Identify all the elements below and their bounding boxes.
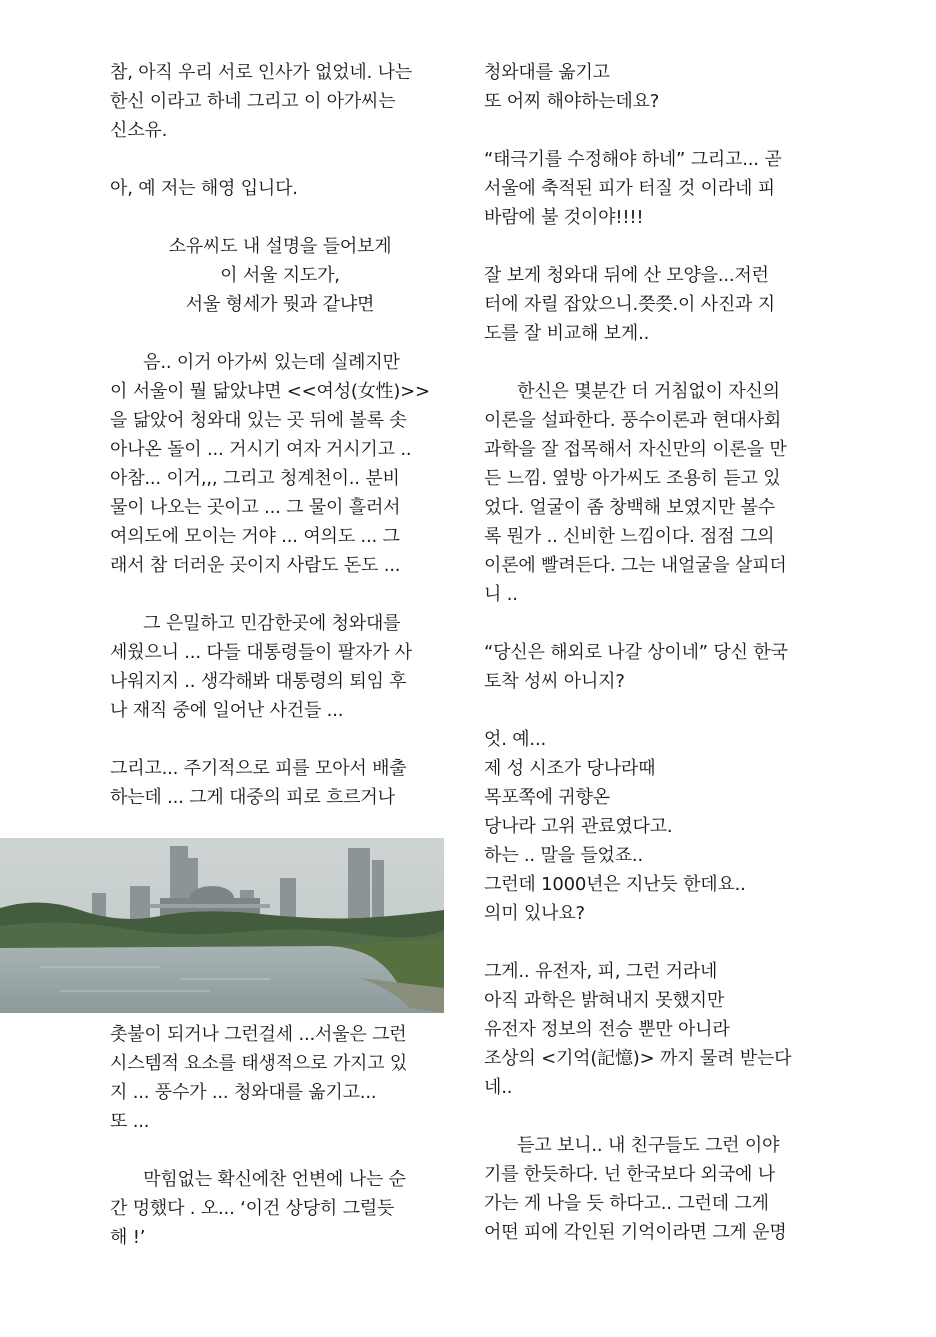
text-line: 니 ..	[484, 584, 518, 605]
text-line: 한신은 몇분간 더 거침없이 자신의	[484, 381, 780, 402]
text-line: 아, 예 저는 해영 입니다.	[110, 178, 298, 199]
text-line: 터에 자릴 잡았으니.쯧쯧.이 사진과 지	[484, 294, 775, 315]
left-column-bottom-text	[110, 1020, 450, 1252]
text-line: 었다. 얼굴이 좀 창백해 보였지만 볼수	[484, 497, 775, 518]
text-line: 당나라 고위 관료였다고.	[484, 816, 673, 837]
text-line: 촛불이 되거나 그런걸세 ...서울은 그런	[110, 1024, 407, 1045]
text-line: “당신은 해외로 나갈 상이네” 당신 한국	[484, 642, 788, 663]
text-line	[484, 928, 829, 957]
text-line	[484, 232, 829, 261]
text-line: 그 은밀하고 민감한곳에 청와대를	[110, 613, 401, 634]
photo-illustration	[0, 838, 444, 1013]
text-line: 간 멍했다 . 오... ‘이건 상당히 그럴듯	[110, 1198, 395, 1219]
text-line: 이론에 빨려든다. 그는 내얼굴을 살피더	[484, 555, 787, 576]
text-line: 도를 잘 비교해 보게..	[484, 323, 650, 344]
text-line	[484, 1102, 829, 1131]
text-line: 하는데 ... 그게 대중의 피로 흐르거나	[110, 787, 395, 808]
text-line: 잘 보게 청와대 뒤에 산 모양을...저런	[484, 265, 769, 286]
left-column-text	[110, 58, 450, 812]
text-line	[110, 1136, 450, 1165]
text-line: 이론을 설파한다. 풍수이론과 현대사회	[484, 410, 782, 431]
text-line: 과학을 잘 접목해서 자신만의 이론을 만	[484, 439, 787, 460]
text-line: 아참... 이거,,, 그리고 청계천이.. 분비	[110, 468, 400, 489]
text-line: 신소유.	[110, 120, 168, 141]
text-line: 한신 이라고 하네 그리고 이 아가씨는	[110, 91, 396, 112]
text-line: 시스템적 요소를 태생적으로 가지고 있	[110, 1053, 408, 1074]
text-line: 또 어찌 해야하는데요?	[484, 91, 660, 112]
text-line: 네..	[484, 1077, 513, 1098]
text-line: 물이 나오는 곳이고 ... 그 물이 흘러서	[110, 497, 401, 518]
right-column-text	[484, 58, 829, 1247]
text-line: 바람에 불 것이야!!!!	[484, 207, 644, 228]
text-line: 그게.. 유전자, 피, 그런 거라네	[484, 961, 718, 982]
text-line: 래서 참 더러운 곳이지 사람도 돈도 ...	[110, 555, 401, 576]
text-line: 유전자 정보의 전승 뿐만 아니라	[484, 1019, 730, 1040]
text-line: 서울에 축적된 피가 터질 것 이라네 피	[484, 178, 775, 199]
text-line: 듣고 보니.. 내 친구들도 그런 이야	[484, 1135, 780, 1156]
text-line: 목포쪽에 귀향온	[484, 787, 610, 808]
text-line: 그리고... 주기적으로 피를 모아서 배출	[110, 758, 407, 779]
text-line: 아나온 돌이 ... 거시기 여자 거시기고 ..	[110, 439, 412, 460]
text-line: 막힘없는 확신에찬 언변에 나는 순	[110, 1169, 406, 1190]
text-line: 소유씨도 내 설명을 들어보게	[168, 236, 392, 257]
yeouido-river-photo	[0, 838, 444, 1013]
text-line: 든 느낌. 옆방 아가씨도 조용히 듣고 있	[484, 468, 781, 489]
text-line	[484, 609, 829, 638]
text-line	[484, 348, 829, 377]
text-line: 음.. 이거 아가씨 있는데 실례지만	[110, 352, 400, 373]
text-line: 나워지지 .. 생각해봐 대통령의 퇴임 후	[110, 671, 407, 692]
text-line: 그런데 1000년은 지난듯 한데요..	[484, 874, 746, 895]
text-line: 이 서울이 뭘 닮았냐면 <<여성(女性)>>	[110, 381, 430, 402]
text-line: 참, 아직 우리 서로 인사가 없었네. 나는	[110, 62, 412, 83]
text-line: 나 재직 중에 일어난 사건들 ...	[110, 700, 344, 721]
text-line: 하는 .. 말을 들었죠..	[484, 845, 643, 866]
text-line: 조상의 <기억(記憶)> 까지 물려 받는다	[484, 1048, 792, 1069]
text-line: 이 서울 지도가,	[220, 265, 340, 286]
text-line: 제 성 시조가 당나라때	[484, 758, 656, 779]
text-line: 토착 성씨 아니지?	[484, 671, 625, 692]
text-line: 해 !’	[110, 1227, 146, 1248]
text-line	[110, 319, 450, 348]
text-line	[110, 725, 450, 754]
text-line	[484, 696, 829, 725]
text-line: 또 ...	[110, 1111, 150, 1132]
text-line: 을 닮았어 청와대 있는 곳 뒤에 볼록 솟	[110, 410, 407, 431]
text-line: 세웠으니 ... 다들 대통령들이 팔자가 사	[110, 642, 412, 663]
text-line: 지 ... 풍수가 ... 청와대를 옮기고...	[110, 1082, 377, 1103]
text-line: 아직 과학은 밝혀내지 못했지만	[484, 990, 725, 1011]
text-line: 록 뭔가 .. 신비한 느낌이다. 점점 그의	[484, 526, 775, 547]
text-line	[110, 580, 450, 609]
text-line: “태극기를 수정해야 하네” 그리고... 곧	[484, 149, 782, 170]
text-line: 기를 한듯하다. 넌 한국보다 외국에 나	[484, 1164, 775, 1185]
text-line	[110, 145, 450, 174]
text-line: 서울 형세가 뭣과 같냐면	[185, 294, 375, 315]
text-line: 어떤 피에 각인된 기억이라면 그게 운명	[484, 1222, 787, 1243]
text-line	[110, 203, 450, 232]
text-line: 엇. 예...	[484, 729, 546, 750]
text-line: 청와대를 옮기고	[484, 62, 610, 83]
text-line	[484, 116, 829, 145]
text-line: 가는 게 나을 듯 하다고.. 그런데 그게	[484, 1193, 769, 1214]
text-line: 여의도에 모이는 거야 ... 여의도 ... 그	[110, 526, 400, 547]
text-line: 의미 있나요?	[484, 903, 585, 924]
